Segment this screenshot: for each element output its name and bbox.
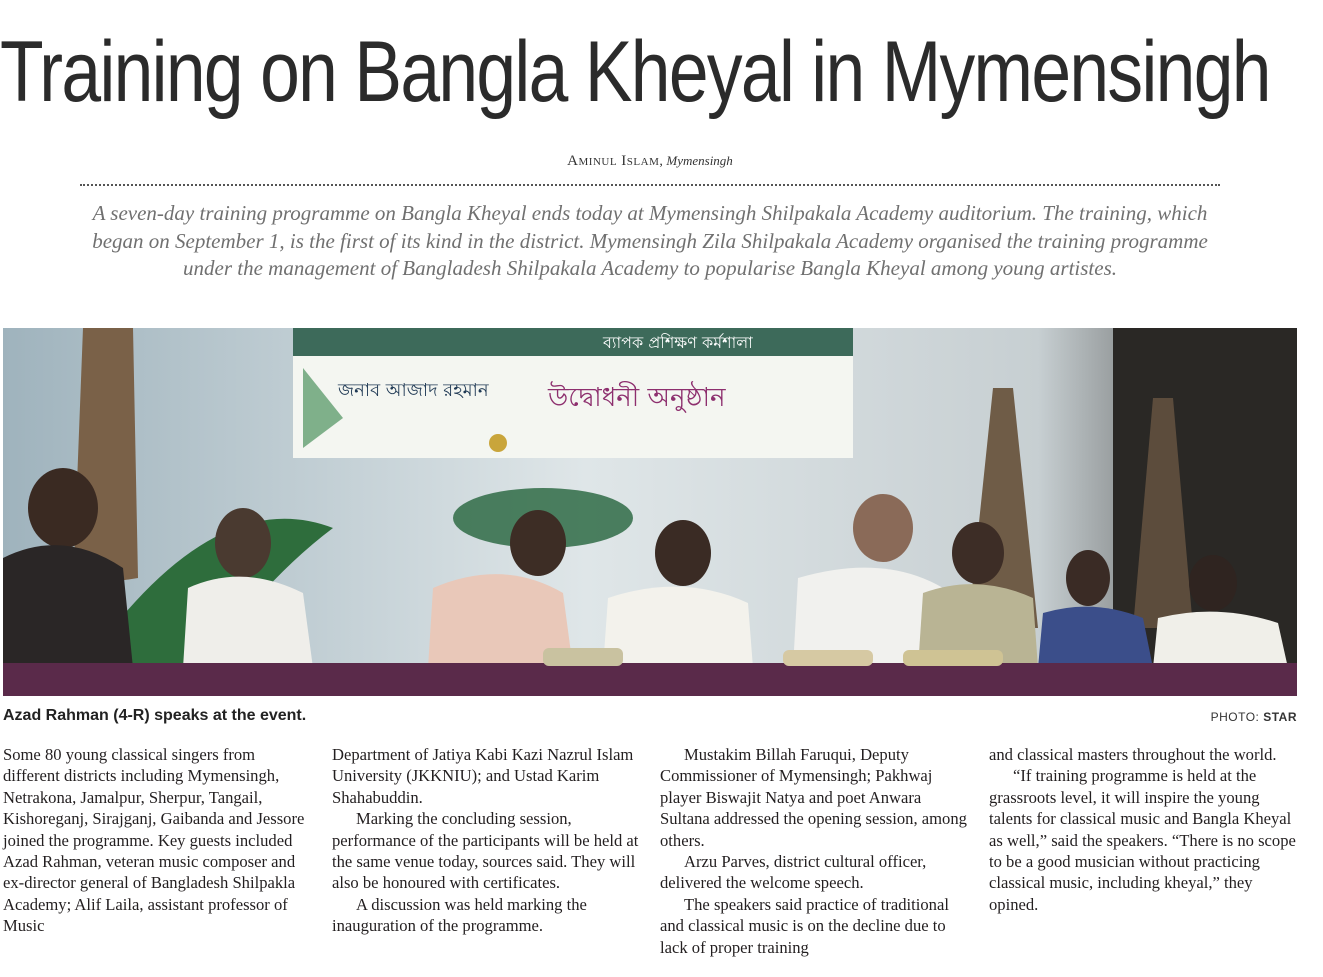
paragraph: “If training programme is held at the grassroots level, it will inspire the young talents for classical music and Bangla Kheyal as well,” said the speakers. “There is no scope to be a good musician without practicing classical music, including kheyal,” they opined. (989, 766, 1296, 914)
event-photo (3, 328, 1297, 696)
photo-credit-label: PHOTO: (1210, 710, 1260, 724)
paragraph: Arzu Parves, district cultural officer, delivered the welcome speech. (660, 852, 927, 893)
dotted-rule (80, 184, 1220, 186)
stage-table (3, 663, 1297, 696)
banner-logo (489, 434, 507, 452)
byline-author: Aminul Islam (567, 153, 660, 169)
paragraph: The speakers said practice of traditional and classical music is on the decline due to lack of proper training (660, 894, 949, 957)
paragraph: Marking the concluding session, performance of the participants will be held at the same venue today, sources said. They will also be honoured with certificates. (332, 809, 639, 893)
headline: Training on Bangla Kheyal in Mymensingh (0, 24, 1270, 120)
flower-bouquet-2 (783, 650, 873, 666)
paragraph: A discussion was held marking the inauguration of the programme. (332, 894, 587, 936)
flower-bouquet-1 (543, 648, 623, 666)
flower-bouquet-3 (903, 650, 1003, 666)
paragraph: Department of Jatiya Kabi Kazi Nazrul Islam University (JKKNIU); and Ustad Karim Shahabuddin. (332, 745, 634, 807)
article-column-2 (332, 744, 644, 937)
banner-title: ব্যাপক প্রশিক্ষণ কর্মশালা (603, 333, 753, 352)
paragraph: Mustakim Billah Faruqui, Deputy Commissioner of Mymensingh; Pakhwaj player Biswajit Natya and poet Anwara Sultana addressed the opening session, among others. (660, 745, 967, 850)
byline: Aminul Islam, Mymensingh (567, 153, 733, 169)
event-photo-illustration (3, 328, 1297, 696)
left-decor-pillar (73, 328, 138, 588)
intro-paragraph: A seven-day training programme on Bangla Kheyal ends today at Mymensingh Shilpakala Academy auditorium. The training, which began on September 1, is the first of its kind in the district. Mymensingh Zila Shilpakala Academy organised the training programme under the management of Bangladesh Shilpakala Academy to popularise Bangla Kheyal among young artistes. (92, 201, 1208, 280)
photo-credit-source: STAR (1263, 710, 1297, 724)
banner-event: উদ্বোধনী অনুষ্ঠান (548, 383, 726, 413)
photo-caption: Azad Rahman (4-R) speaks at the event. (3, 707, 307, 724)
banner-guest: জনাব আজাদ রহমান (338, 380, 489, 401)
photo-credit (1211, 710, 1297, 724)
article-column-1 (3, 744, 315, 937)
byline-place: Mymensingh (666, 153, 733, 168)
article-column-4 (989, 744, 1301, 915)
paragraph: and classical masters throughout the world. (989, 745, 1277, 764)
article-column-3 (660, 744, 972, 958)
banner-top-strip (293, 328, 853, 356)
paragraph: Some 80 young classical singers from different districts including Mymensingh, Netrakona, Jamalpur, Sherpur, Tangail, Kishoreganj, Sirajganj, Gaibanda and Jessore joined the programme. Key guests included Azad Rahman, veteran music composer and ex-director general of Bangladesh Shilpakla Academy; Alif Laila, assistant professor of Music (3, 745, 305, 936)
